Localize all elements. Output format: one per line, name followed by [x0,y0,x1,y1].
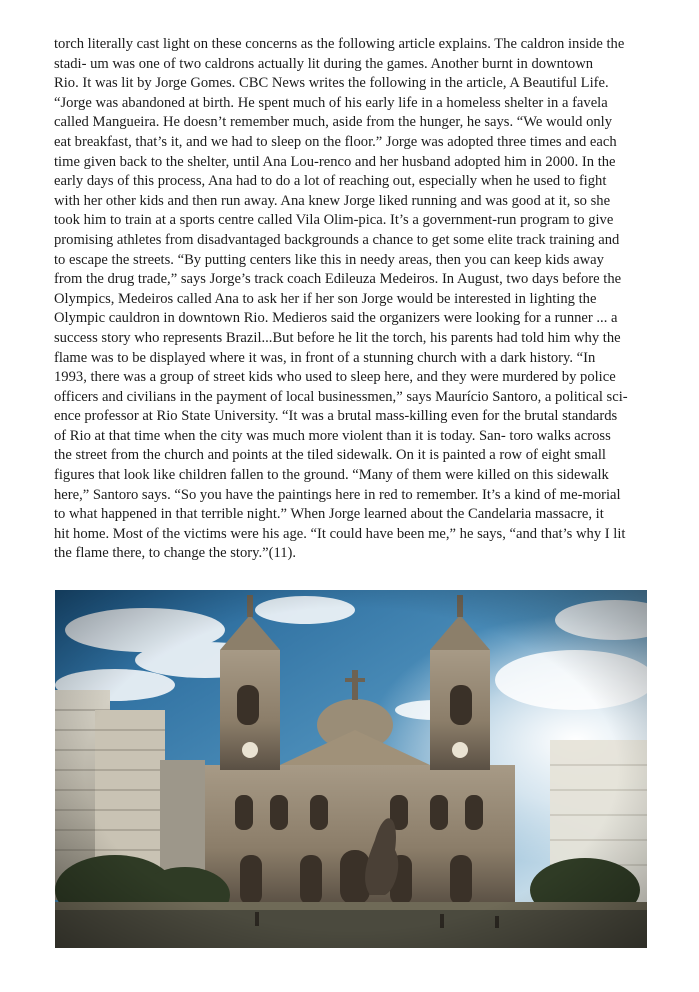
candelaria-church-photo [55,590,647,948]
article-paragraph: torch literally cast light on these concerns as the following article explains. The caldron inside the stadi- um was one of two caldrons actually lit during the games. Another burnt in downtown Rio. It was lit by Jorge Gomes. CBC News writes the following in the article, A Beautiful Life. “Jorge was abandoned at birth. He spent much of his early life in a homeless shelter in a favela called Mangueira. He doesn’t remember much, aside from the hunger, he says. “We would only eat breakfast, that’s it, and we had to sleep on the floor.” Jorge was adopted three times and each time given back to the shelter, until Ana Lou-renco and her husband adopted him in 2000. In the early days of this process, Ana had to do a lot of reaching out, especially when he used to fight with her other kids and then run away. Ana knew Jorge liked running and was good at it, so she took him to train at a sports centre called Vila Olim-pica. It’s a government-run program to give promising athletes from disadvantaged backgrounds a chance to get some elite track training and to escape the streets. “By putting centers like this in needy areas, then you can keep kids away from the drug trade,” says Jorge’s track coach Edileuza Medeiros. In August, two days before the Olympics, Medeiros called Ana to ask her if her son Jorge would be interested in lighting the Olympic cauldron in downtown Rio. Medieros said the organizers were looking for a runner ... a success story who represents Brazil...But before he lit the torch, his parents had told him why the flame was to be displayed where it was, in front of a stunning church with a dark history. “In 1993, there was a group of street kids who used to sleep here, and they were murdered by police officers and civilians in the payment of local businessmen,” says Maurício Santoro, a political sci- ence professor at Rio State University. “It was a brutal mass-killing even for the brutal standards of Rio at that time when the city was much more violent than it is today. San- toro walks across the street from the church and points at the tiled sidewalk. On it is painted a row of eight small figures that look like children fallen to the ground. “Many of them were killed on this sidewalk here,” Santoro says. “So you have the paintings here in red to remember. It’s a kind of me-morial to what happened in that terrible night.” When Jorge learned about the Candelaria massacre, it hit home. Most of the victims were his age. “It could have been me,” he says, “and that’s why I lit the flame there, to change the story.”(11). [54,36,628,562]
